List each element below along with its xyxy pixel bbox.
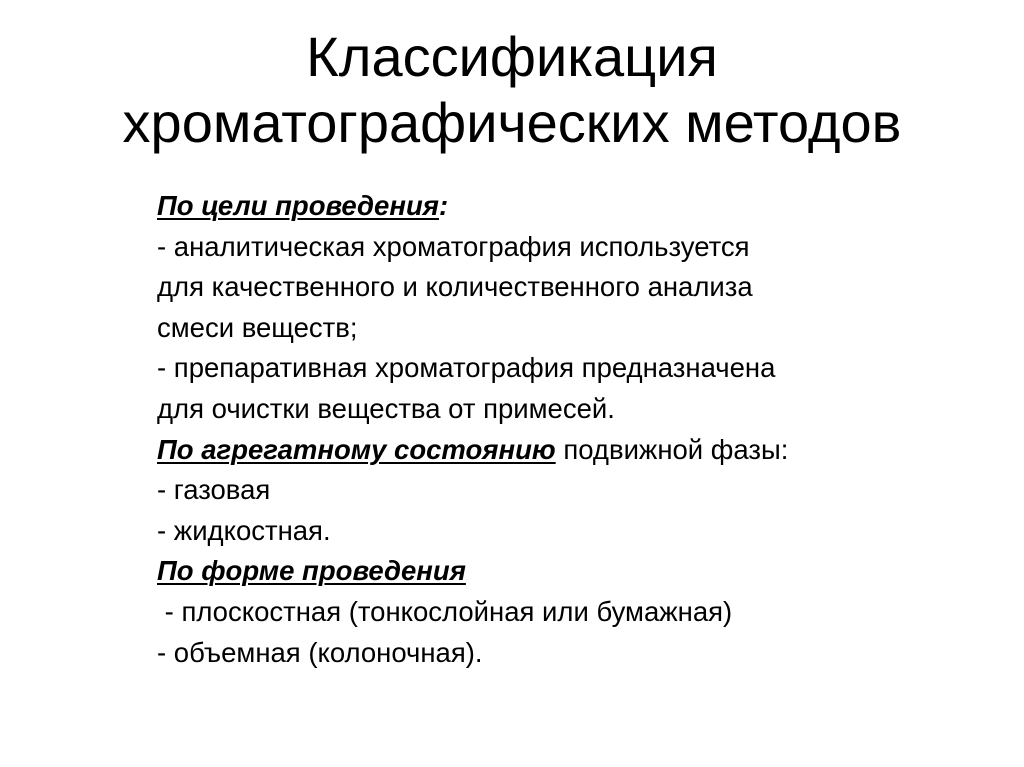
body-line: - жидкостная. bbox=[157, 514, 331, 546]
body-line: - препаративная хроматография предназначена bbox=[157, 352, 776, 384]
body-line: - газовая bbox=[157, 474, 271, 506]
section-heading-state: По агрегатному состоянию bbox=[157, 433, 556, 465]
section-heading-form: По форме проведения bbox=[157, 555, 466, 587]
section-heading-purpose-suffix: : bbox=[438, 190, 449, 221]
section-heading-state-line bbox=[157, 430, 997, 471]
body-line: смеси веществ; bbox=[157, 311, 358, 343]
slide-title-line-1: Классификация bbox=[306, 25, 718, 88]
slide-title-line-2: хроматографических методов bbox=[122, 91, 902, 154]
body-line: для качественного и количественного анализа bbox=[157, 271, 753, 303]
body-line: - плоскостная (тонкослойная или бумажная) bbox=[157, 595, 733, 627]
section-heading-state-suffix: подвижной фазы: bbox=[555, 433, 789, 465]
section-heading-form-line bbox=[157, 551, 997, 592]
slide-body bbox=[157, 186, 997, 673]
section-heading-purpose: По цели проведения bbox=[157, 190, 439, 221]
body-line: для очистки вещества от примесей. bbox=[157, 392, 615, 424]
slide-title bbox=[0, 24, 1024, 156]
body-line: - аналитическая хроматография используется bbox=[157, 230, 750, 262]
section-heading-purpose-line bbox=[157, 186, 997, 227]
body-line: - объемная (колоночная). bbox=[157, 636, 483, 668]
